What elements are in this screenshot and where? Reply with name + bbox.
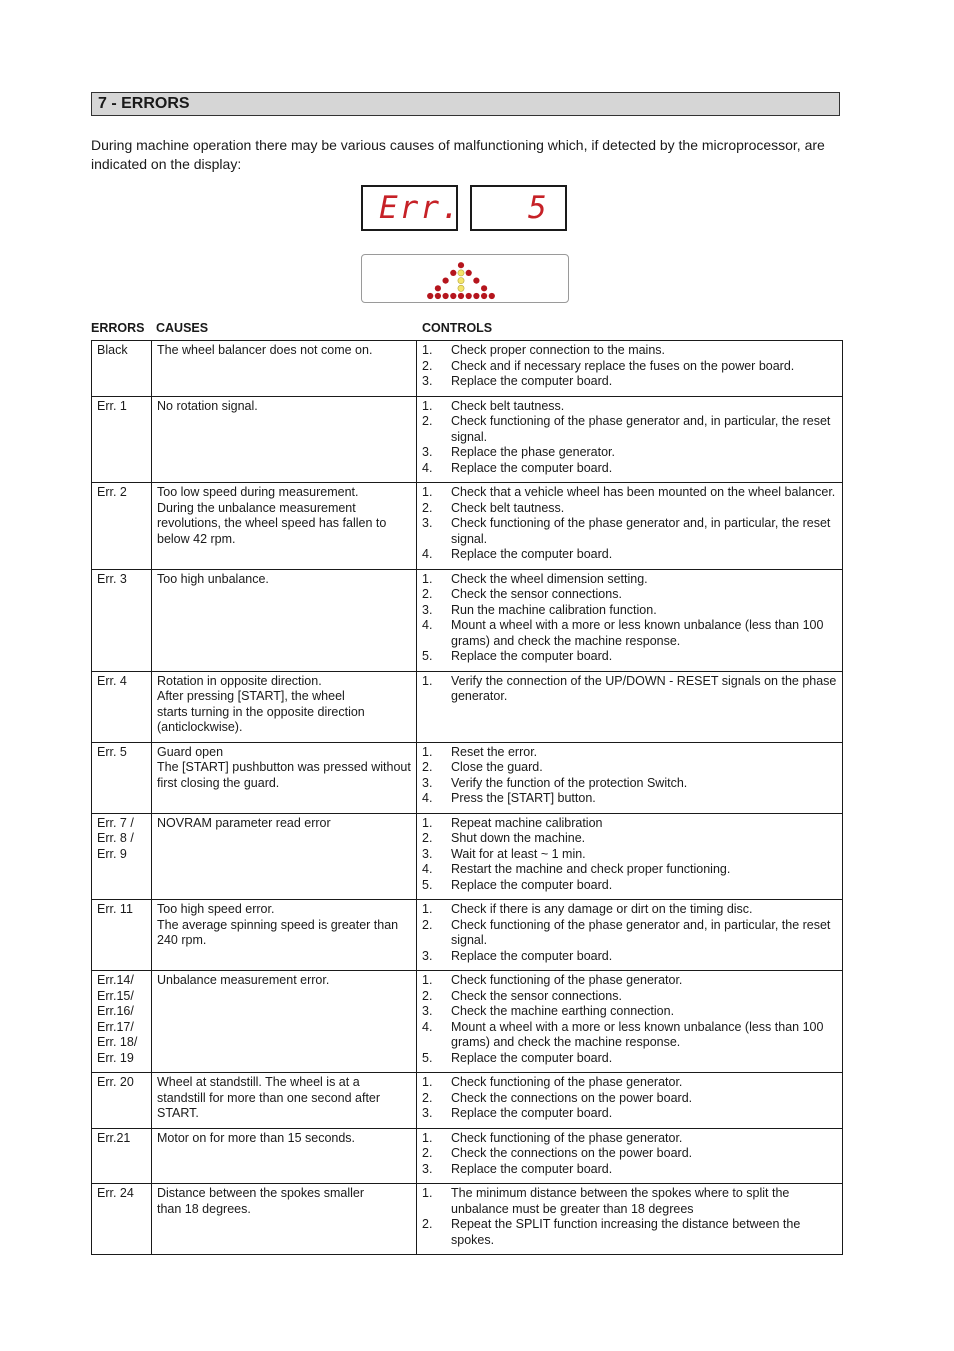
list-item (422, 1106, 837, 1122)
list-item-text: Verify the connection of the UP/DOWN - RESET signals on the phase generator. (451, 673, 837, 703)
list-item (422, 501, 837, 517)
list-item-number: 1. (422, 902, 433, 916)
error-cause: Too high unbalance. (152, 569, 417, 671)
list-item-number: 3. (422, 445, 433, 459)
error-controls (417, 483, 843, 570)
list-item (422, 816, 837, 832)
list-item-text: Replace the computer board. (451, 877, 613, 892)
controls-list (422, 1131, 837, 1178)
led-red (443, 278, 449, 284)
error-controls (417, 341, 843, 397)
list-item-number: 4. (422, 460, 433, 475)
error-cause: The wheel balancer does not come on. (152, 341, 417, 397)
list-item (422, 1162, 837, 1178)
list-item (422, 847, 837, 863)
list-item (422, 878, 837, 894)
list-item-text: Check functioning of the phase generator and, in particular, the reset signal. (451, 917, 831, 947)
error-cause: No rotation signal. (152, 396, 417, 483)
list-item-text: Reset the error. (451, 744, 538, 759)
list-item-text: Check the wheel dimension setting. (451, 571, 648, 586)
list-item-text: Check the sensor connections. (451, 587, 622, 601)
error-cause: NOVRAM parameter read error (152, 813, 417, 900)
table-row (92, 1184, 843, 1255)
controls-list (422, 1186, 837, 1248)
list-item-text: Check proper connection to the mains. (451, 343, 666, 357)
error-cause: Motor on for more than 15 seconds. (152, 1128, 417, 1184)
list-item-text: Press the [START] button. (451, 791, 596, 805)
list-item-number: 1. (422, 1130, 433, 1145)
list-item-text: Replace the computer board. (451, 1161, 613, 1176)
led-red (466, 293, 472, 299)
error-code: Err.21 (92, 1128, 152, 1184)
list-item-number: 3. (422, 374, 433, 388)
led-red (435, 293, 441, 299)
intro-paragraph: During machine operation there may be various causes of malfunctioning which, if detected by the microprocessor, are indicated on the display: (91, 137, 825, 172)
error-controls (417, 971, 843, 1073)
controls-list (422, 399, 837, 477)
list-item-text: Replace the computer board. (451, 374, 613, 388)
error-code: Err.14/ Err.15/ Err.16/ Err.17/ Err. 18/ Err. 19 (92, 971, 152, 1073)
list-item (422, 516, 837, 547)
list-item-text: Check functioning of the phase generator and, in particular, the reset signal. (451, 516, 831, 546)
table-row (92, 971, 843, 1073)
led-red (458, 262, 464, 268)
list-item-number: 3. (422, 602, 433, 617)
list-item-number: 5. (422, 649, 433, 663)
list-item-text: Replace the phase generator. (451, 445, 616, 459)
list-item (422, 399, 837, 415)
list-item (422, 776, 837, 792)
display-left-text: Err. (379, 190, 462, 226)
list-item (422, 1146, 837, 1162)
error-controls (417, 813, 843, 900)
error-code: Err. 5 (92, 742, 152, 813)
list-item (422, 674, 837, 705)
led-indicator-panel (361, 254, 569, 303)
display-right (470, 185, 567, 231)
controls-list (422, 1075, 837, 1122)
controls-list (422, 973, 837, 1066)
list-item (422, 587, 837, 603)
list-item-text: Replace the computer board. (451, 1106, 613, 1120)
error-code: Err. 2 (92, 483, 152, 570)
error-controls (417, 569, 843, 671)
list-item-number: 2. (422, 831, 433, 845)
led-red (458, 293, 464, 299)
list-item-number: 1. (422, 485, 433, 499)
list-item (422, 1004, 837, 1020)
error-code: Err. 7 / Err. 8 / Err. 9 (92, 813, 152, 900)
error-code: Err. 20 (92, 1073, 152, 1129)
list-item-number: 4. (422, 547, 433, 561)
section-header (91, 92, 840, 116)
table-row (92, 813, 843, 900)
list-item-number: 2. (422, 587, 433, 601)
display-right-text: 5 (528, 190, 549, 226)
table-row (92, 341, 843, 397)
list-item-number: 2. (422, 917, 433, 932)
list-item (422, 1020, 837, 1051)
error-code: Err. 11 (92, 900, 152, 971)
list-item-number: 1. (422, 673, 433, 688)
list-item (422, 973, 837, 989)
list-item (422, 1186, 837, 1217)
header-controls: CONTROLS (422, 321, 493, 335)
error-cause: Too high speed error. The average spinning speed is greater than 240 rpm. (152, 900, 417, 971)
error-code: Black (92, 341, 152, 397)
controls-list (422, 674, 837, 705)
list-item (422, 445, 837, 461)
list-item-number: 2. (422, 1217, 433, 1231)
list-item-text: Wait for at least ~ 1 min. (451, 846, 586, 861)
error-cause: Wheel at standstill. The wheel is at a standstill for more than one second after START. (152, 1073, 417, 1129)
list-item (422, 618, 837, 649)
list-item-text: Check functioning of the phase generator. (451, 1075, 683, 1089)
list-item-number: 5. (422, 1050, 433, 1065)
list-item (422, 1051, 837, 1067)
list-item-text: Replace the computer board. (451, 460, 613, 475)
list-item-number: 1. (422, 343, 433, 357)
led-red (450, 270, 456, 276)
list-item-text: Mount a wheel with a more or less known unbalance (less than 100 grams) and check the machine response. (451, 618, 824, 648)
list-item (422, 791, 837, 807)
list-item-number: 2. (422, 414, 433, 428)
list-item-number: 4. (422, 862, 433, 876)
list-item-number: 1. (422, 571, 433, 586)
error-controls (417, 742, 843, 813)
list-item-text: Close the guard. (451, 760, 543, 774)
list-item-text: The minimum distance between the spokes where to split the unbalance must be greater than 18 degrees (451, 1186, 790, 1216)
led-red (481, 285, 487, 291)
led-red (443, 293, 449, 299)
errors-table (91, 340, 843, 1255)
list-item-number: 1. (422, 973, 433, 987)
list-item-number: 2. (422, 1090, 433, 1105)
list-item (422, 547, 837, 563)
list-item-text: Check if there is any damage or dirt on the timing disc. (451, 902, 753, 916)
list-item (422, 1131, 837, 1147)
controls-list (422, 816, 837, 894)
led-red (466, 270, 472, 276)
list-item-text: Run the machine calibration function. (451, 602, 657, 617)
list-item (422, 461, 837, 477)
list-item-number: 2. (422, 760, 433, 774)
table-row (92, 900, 843, 971)
list-item (422, 745, 837, 761)
list-item-number: 1. (422, 1075, 433, 1089)
table-row (92, 671, 843, 742)
led-red (481, 293, 487, 299)
list-item (422, 1075, 837, 1091)
header-errors: ERRORS (91, 321, 145, 335)
error-code: Err. 3 (92, 569, 152, 671)
led-yellow (458, 270, 464, 276)
error-controls (417, 1184, 843, 1255)
list-item-number: 2. (422, 500, 433, 515)
list-item-text: Replace the computer board. (451, 948, 613, 963)
table-row (92, 1128, 843, 1184)
header-causes: CAUSES (156, 321, 209, 335)
table-row (92, 569, 843, 671)
list-item-text: Check the connections on the power board. (451, 1090, 693, 1105)
list-item-number: 3. (422, 1106, 433, 1120)
led-yellow (458, 278, 464, 284)
error-controls (417, 1073, 843, 1129)
controls-list (422, 485, 837, 563)
list-item-text: Mount a wheel with a more or less known unbalance (less than 100 grams) and check the machine response. (451, 1019, 824, 1049)
list-item-text: Check the machine earthing connection. (451, 1004, 675, 1018)
led-yellow (458, 285, 464, 291)
list-item (422, 572, 837, 588)
list-item (422, 949, 837, 965)
list-item (422, 359, 837, 375)
list-item-number: 1. (422, 398, 433, 413)
list-item (422, 374, 837, 390)
led-red (489, 293, 495, 299)
led-red (473, 278, 479, 284)
list-item (422, 862, 837, 878)
list-item-text: Verify the function of the protection Switch. (451, 775, 688, 790)
error-code: Err. 1 (92, 396, 152, 483)
led-red (435, 285, 441, 291)
list-item (422, 603, 837, 619)
led-red (427, 293, 433, 299)
error-controls (417, 671, 843, 742)
list-item (422, 831, 837, 847)
list-item-text: Check functioning of the phase generator. (451, 973, 683, 987)
section-title: 7 - ERRORS (98, 95, 190, 112)
list-item (422, 1217, 837, 1248)
list-item-text: Check the connections on the power board. (451, 1146, 693, 1160)
list-item-number: 3. (422, 516, 433, 530)
list-item (422, 485, 837, 501)
display-left (361, 185, 462, 231)
list-item (422, 760, 837, 776)
list-item (422, 918, 837, 949)
list-item-number: 4. (422, 618, 433, 632)
list-item (422, 649, 837, 665)
table-row (92, 483, 843, 570)
list-item-text: Repeat machine calibration (451, 815, 603, 830)
list-item-text: Replace the computer board. (451, 1050, 613, 1065)
list-item-text: Check belt tautness. (451, 500, 565, 515)
list-item-text: Check functioning of the phase generator and, in particular, the reset signal. (451, 414, 831, 444)
list-item-text: Check the sensor connections. (451, 988, 622, 1003)
error-cause: Rotation in opposite direction. After pressing [START], the wheel starts turning in the opposite direction (anticlockwise). (152, 671, 417, 742)
error-controls (417, 1128, 843, 1184)
list-item-number: 4. (422, 1019, 433, 1034)
error-cause: Distance between the spokes smaller than 18 degrees. (152, 1184, 417, 1255)
error-controls (417, 900, 843, 971)
list-item-number: 5. (422, 877, 433, 892)
list-item (422, 414, 837, 445)
list-item (422, 343, 837, 359)
list-item-text: Restart the machine and check proper functioning. (451, 862, 731, 876)
error-code: Err. 4 (92, 671, 152, 742)
error-code: Err. 24 (92, 1184, 152, 1255)
list-item (422, 902, 837, 918)
led-red (473, 293, 479, 299)
error-cause: Unbalance measurement error. (152, 971, 417, 1073)
table-row (92, 396, 843, 483)
list-item-text: Check functioning of the phase generator. (451, 1130, 683, 1145)
list-item-text: Repeat the SPLIT function increasing the distance between the spokes. (451, 1217, 801, 1247)
list-item-number: 3. (422, 1004, 433, 1018)
list-item-text: Replace the computer board. (451, 649, 613, 663)
list-item-text: Replace the computer board. (451, 547, 613, 561)
list-item-number: 2. (422, 988, 433, 1003)
list-item-text: Shut down the machine. (451, 831, 586, 845)
error-cause: Guard open The [START] pushbutton was pressed without first closing the guard. (152, 742, 417, 813)
list-item-number: 1. (422, 815, 433, 830)
controls-list (422, 745, 837, 807)
controls-list (422, 572, 837, 665)
list-item-text: Check belt tautness. (451, 398, 565, 413)
list-item-number: 4. (422, 791, 433, 805)
list-item (422, 1091, 837, 1107)
controls-list (422, 343, 837, 390)
list-item-number: 3. (422, 948, 433, 963)
controls-list (422, 902, 837, 964)
list-item (422, 989, 837, 1005)
list-item-number: 2. (422, 1146, 433, 1160)
list-item-text: Check that a vehicle wheel has been mounted on the wheel balancer. (451, 485, 836, 499)
led-red (450, 293, 456, 299)
list-item-number: 1. (422, 744, 433, 759)
led-triangle-icon (362, 255, 568, 302)
list-item-number: 1. (422, 1186, 433, 1200)
list-item-number: 2. (422, 358, 433, 373)
list-item-text: Check and if necessary replace the fuses on the power board. (451, 358, 795, 373)
table-row (92, 742, 843, 813)
error-controls (417, 396, 843, 483)
list-item-number: 3. (422, 846, 433, 861)
list-item-number: 3. (422, 775, 433, 790)
error-cause: Too low speed during measurement. During the unbalance measurement revolutions, the wheel speed has fallen to below 42 rpm. (152, 483, 417, 570)
table-row (92, 1073, 843, 1129)
list-item-number: 3. (422, 1161, 433, 1176)
